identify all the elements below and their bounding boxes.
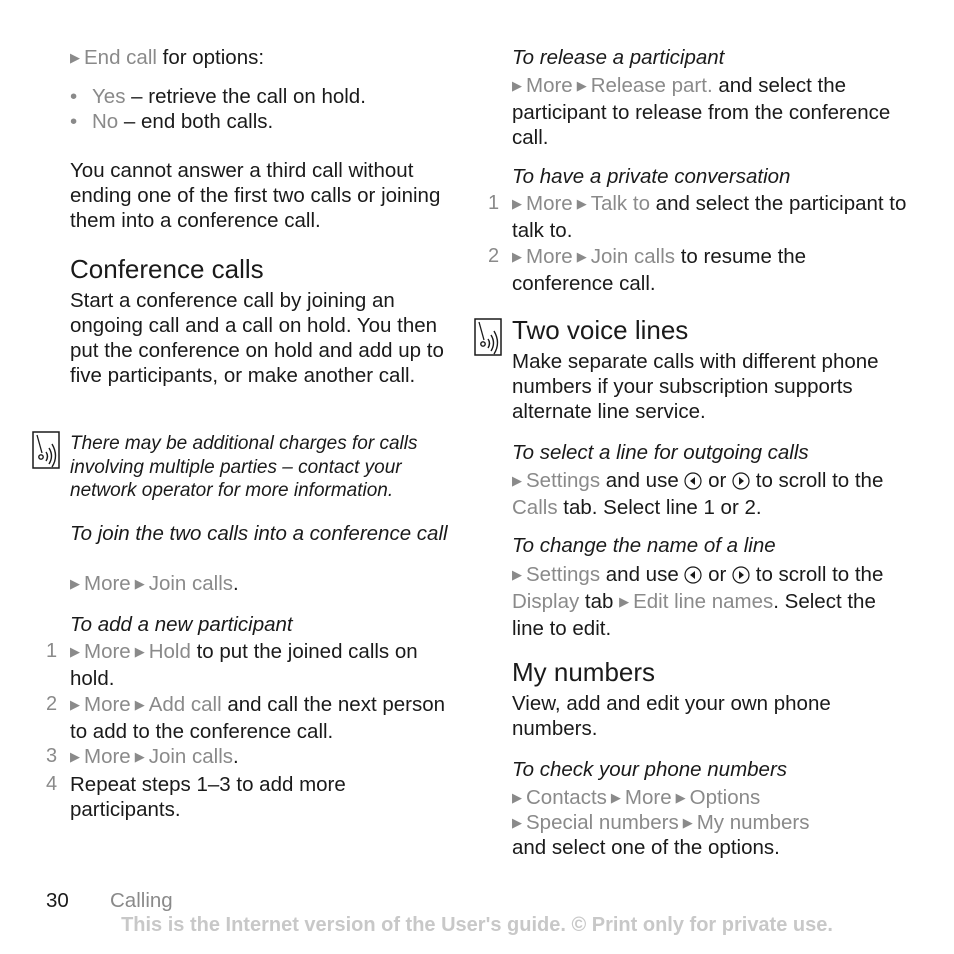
arrow-right-icon: ▶ xyxy=(134,576,145,591)
arrow-right-icon: ▶ xyxy=(682,815,693,830)
bullet-dot-icon: • xyxy=(70,85,78,108)
bullet-dot-icon: • xyxy=(70,110,78,133)
section-name: Calling xyxy=(110,889,173,912)
conference-calls-heading: Conference calls xyxy=(70,254,264,284)
bullet-no: • No – end both calls. xyxy=(70,110,274,133)
private-step-2: 2 ▶ More ▶ Join calls to resume the conference call. xyxy=(488,245,807,295)
arrow-right-icon: ▶ xyxy=(675,790,686,805)
nav-right-icon xyxy=(732,472,750,490)
my-numbers-heading: My numbers xyxy=(512,657,656,687)
third-call-paragraph: You cannot answer a third call without ending one of the first two calls or joining them into a conference call. xyxy=(70,159,441,232)
arrow-right-icon: ▶ xyxy=(70,697,80,712)
check-numbers-path-1: ▶ Contacts ▶ More ▶ Options xyxy=(512,786,761,809)
arrow-right-icon: ▶ xyxy=(576,78,587,93)
add-step-1: 1 ▶ More ▶ Hold to put the joined calls on hold. xyxy=(46,640,418,690)
arrow-right-icon: ▶ xyxy=(512,196,522,211)
end-call-menu-label: End call xyxy=(84,46,157,69)
join-calls-heading: To join the two calls into a conference call xyxy=(70,522,448,545)
arrow-right-icon: ▶ xyxy=(576,249,587,264)
two-voice-lines-paragraph: Make separate calls with different phone numbers if your subscription supports alternate line service. xyxy=(512,350,879,423)
arrow-right-icon: ▶ xyxy=(70,749,80,764)
arrow-right-icon: ▶ xyxy=(619,594,630,609)
private-step-1: 1 ▶ More ▶ Talk to and select the participant to talk to. xyxy=(488,192,907,242)
private-conversation-heading: To have a private conversation xyxy=(512,165,791,188)
my-numbers-paragraph: View, add and edit your own phone numbers. xyxy=(512,692,831,740)
charges-note: There may be additional charges for calls involving multiple parties – contact your network operator for more information. xyxy=(70,433,418,501)
arrow-right-icon: ▶ xyxy=(134,749,145,764)
release-participant-instruction: ▶ More ▶ Release part. and select the participant to release from the conference call. xyxy=(512,74,891,149)
arrow-right-icon: ▶ xyxy=(134,644,145,659)
bullet-yes: • Yes – retrieve the call on hold. xyxy=(70,85,366,108)
change-line-name-instruction: ▶ Settings and use or to scroll to the Display tab ▶ Edit line names. Select the line to edit. xyxy=(512,563,884,640)
arrow-right-icon: ▶ xyxy=(512,78,522,93)
add-step-3: 3 ▶ More ▶ Join calls. xyxy=(46,745,239,768)
select-line-instruction: ▶ Settings and use or to scroll to the Calls tab. Select line 1 or 2. xyxy=(512,469,884,519)
add-step-2: 2 ▶ More ▶ Add call and call the next person to add to the conference call. xyxy=(46,693,446,743)
release-participant-heading: To release a participant xyxy=(512,46,725,69)
conference-calls-paragraph: Start a conference call by joining an ongoing call and a call on hold. You then put the conference on hold and add up to five participants, or make another call. xyxy=(70,289,444,387)
arrow-right-icon: ▶ xyxy=(134,697,145,712)
internet-version-notice: This is the Internet version of the User's guide. © Print only for private use. xyxy=(121,914,833,936)
nav-right-icon xyxy=(732,566,750,584)
arrow-right-icon: ▶ xyxy=(512,815,522,830)
arrow-right-icon: ▶ xyxy=(610,790,621,805)
arrow-right-icon: ▶ xyxy=(70,644,80,659)
check-numbers-heading: To check your phone numbers xyxy=(512,758,788,781)
check-numbers-rest: and select one of the options. xyxy=(512,836,780,859)
end-call-line: ▶ End call for options: xyxy=(70,46,265,69)
add-participant-heading: To add a new participant xyxy=(70,613,293,636)
note-icon xyxy=(32,431,60,469)
change-line-name-heading: To change the name of a line xyxy=(512,534,776,557)
select-line-heading: To select a line for outgoing calls xyxy=(512,441,809,464)
arrow-right-icon: ▶ xyxy=(70,576,80,591)
note-icon xyxy=(474,318,502,356)
arrow-right-icon: ▶ xyxy=(512,249,522,264)
page-number: 30 xyxy=(46,889,69,912)
arrow-right-icon: ▶ xyxy=(576,196,587,211)
join-calls-instruction: ▶ More ▶ Join calls. xyxy=(70,572,239,595)
add-step-4: 4 Repeat steps 1–3 to add more participants. xyxy=(46,773,346,821)
check-numbers-path-2: ▶ Special numbers ▶ My numbers xyxy=(512,811,810,834)
nav-left-icon xyxy=(684,566,702,584)
two-voice-lines-heading: Two voice lines xyxy=(512,315,689,345)
arrow-right-icon: ▶ xyxy=(512,790,522,805)
nav-left-icon xyxy=(684,472,702,490)
arrow-right-icon: ▶ xyxy=(512,473,522,488)
arrow-right-icon: ▶ xyxy=(70,50,80,65)
arrow-right-icon: ▶ xyxy=(512,567,522,582)
